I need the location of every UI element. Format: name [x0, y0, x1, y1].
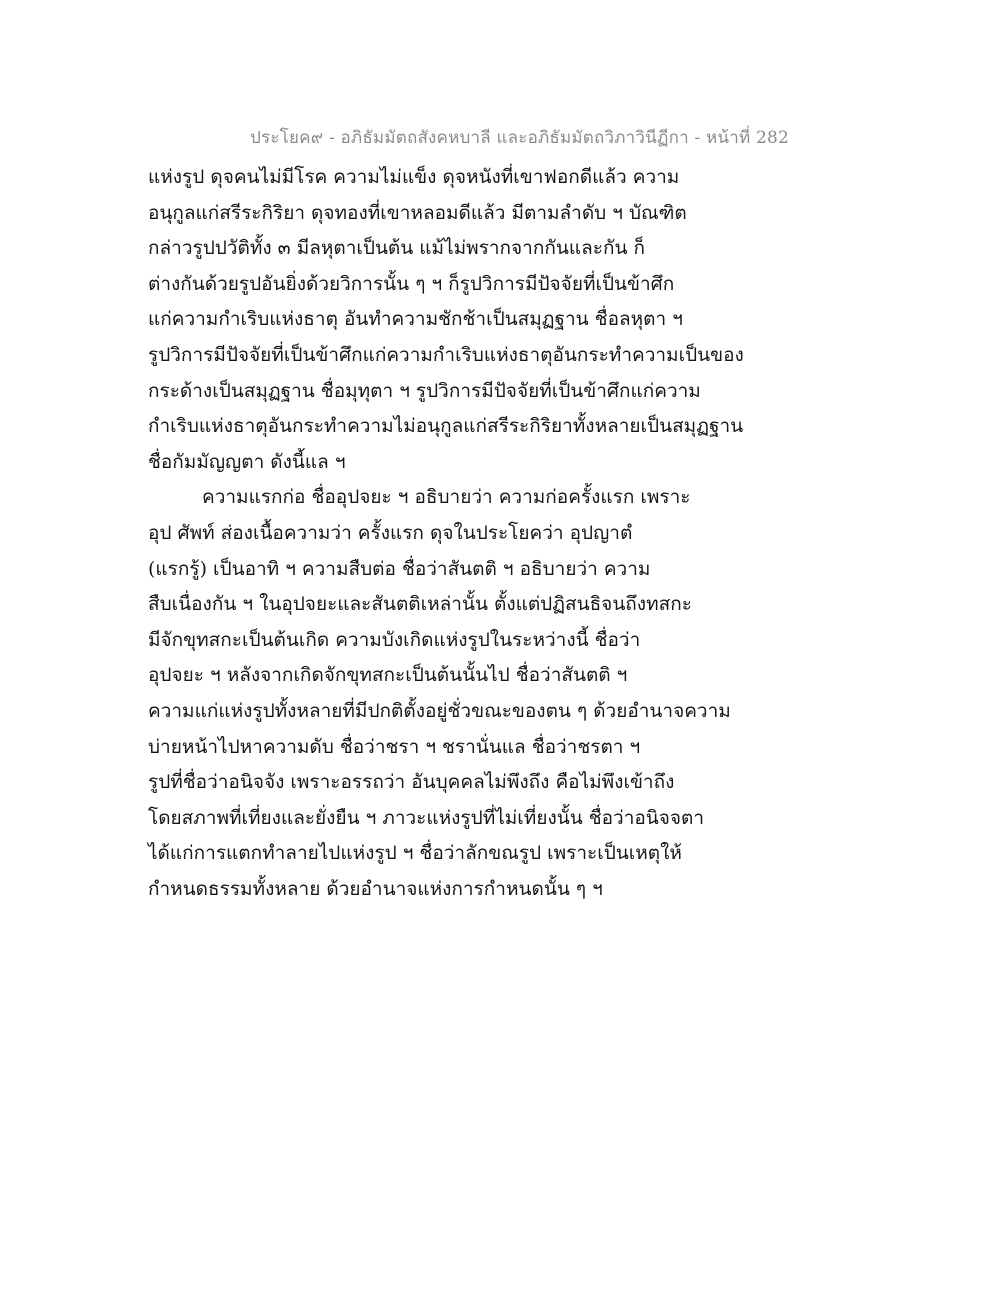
text-line: ต่างกันด้วยรูปอันยิ่งด้วยวิการนั้น ๆ ฯ ก็รูปวิการมีปัจจัยที่เป็นข้าศึก — [148, 272, 675, 295]
text-line: ได้แก่การแตกทำลายไปแห่งรูป ฯ ชื่อว่าลักขณรูป เพราะเป็นเหตุให้ — [148, 842, 682, 865]
text-line: ชื่อกัมมัญญตา ดังนี้แล ฯ — [148, 450, 346, 473]
text-line: อนุกูลแก่สรีระกิริยา ดุจทองที่เขาหลอมดีแล้ว มีตามลำดับ ฯ บัณฑิต — [148, 201, 687, 224]
text-line: อุป ศัพท์ ส่องเนื้อความว่า ครั้งแรก ดุจในประโยคว่า อุปญาตํ — [148, 521, 633, 544]
text-line: รูปที่ชื่อว่าอนิจจัง เพราะอรรถว่า อันบุคคลไม่พึงถึง คือไม่พึงเข้าถึง — [148, 771, 675, 794]
text-line: โดยสภาพที่เที่ยงและยั่งยืน ฯ ภาวะแห่งรูปที่ไม่เที่ยงนั้น ชื่อว่าอนิจจตา — [148, 806, 705, 829]
text-line: ความแรกก่อ ชื่ออุปจยะ ฯ อธิบายว่า ความก่อครั้งแรก เพราะ — [202, 486, 691, 509]
text-line: สืบเนื่องกัน ฯ ในอุปจยะและสันตติเหล่านั้น ตั้งแต่ปฏิสนธิจนถึงทสกะ — [148, 593, 692, 616]
text-line: มีจักขุทสกะเป็นต้นเกิด ความบังเกิดแห่งรูปในระหว่างนี้ ชื่อว่า — [148, 628, 641, 651]
text-line: แก่ความกำเริบแห่งธาตุ อันทำความชักช้าเป็นสมุฏฐาน ชื่อลหุตา ฯ — [148, 308, 683, 331]
paragraph-1 — [148, 160, 908, 480]
text-line: กำเริบแห่งธาตุอันกระทำความไม่อนุกูลแก่สรีระกิริยาทั้งหลายเป็นสมุฏฐาน — [148, 415, 744, 438]
text-line: ความแก่แห่งรูปทั้งหลายที่มีปกติตั้งอยู่ชั่วขณะของตน ๆ ด้วยอำนาจความ — [148, 699, 731, 722]
text-line: บ่ายหน้าไปหาความดับ ชื่อว่าชรา ฯ ชรานั่นแล ชื่อว่าชรตา ฯ — [148, 735, 641, 758]
text-line: กล่าวรูปปวัติทั้ง ๓ มีลหุตาเป็นต้น แม้ไม่พรากจากกันและกัน ก็ — [148, 237, 645, 260]
text-line: อุปจยะ ฯ หลังจากเกิดจักขุทสกะเป็นต้นนั้นไป ชื่อว่าสันตติ ฯ — [148, 664, 628, 687]
text-line: (แรกรู้) เป็นอาทิ ฯ ความสืบต่อ ชื่อว่าสันตติ ฯ อธิบายว่า ความ — [148, 557, 651, 580]
text-line: กระด้างเป็นสมุฏฐาน ชื่อมุทุตา ฯ รูปวิการมีปัจจัยที่เป็นข้าศึกแก่ความ — [148, 379, 701, 402]
text-line: กำหนดธรรมทั้งหลาย ด้วยอำนาจแห่งการกำหนดนั้น ๆ ฯ — [148, 877, 603, 900]
running-header: ประโยค๙ - อภิธัมมัตถสังคหบาลี และอภิธัมมัตถวิภาวินีฏีกา - หน้าที่ 282 — [250, 128, 790, 148]
paragraph-2 — [148, 480, 908, 907]
text-line: รูปวิการมีปัจจัยที่เป็นข้าศึกแก่ความกำเริบแห่งธาตุอันกระทำความเป็นของ — [148, 343, 744, 366]
text-line: แห่งรูป ดุจคนไม่มีโรค ความไม่แข็ง ดุจหนังที่เขาฟอกดีแล้ว ความ — [148, 166, 680, 188]
body-text — [148, 160, 908, 907]
